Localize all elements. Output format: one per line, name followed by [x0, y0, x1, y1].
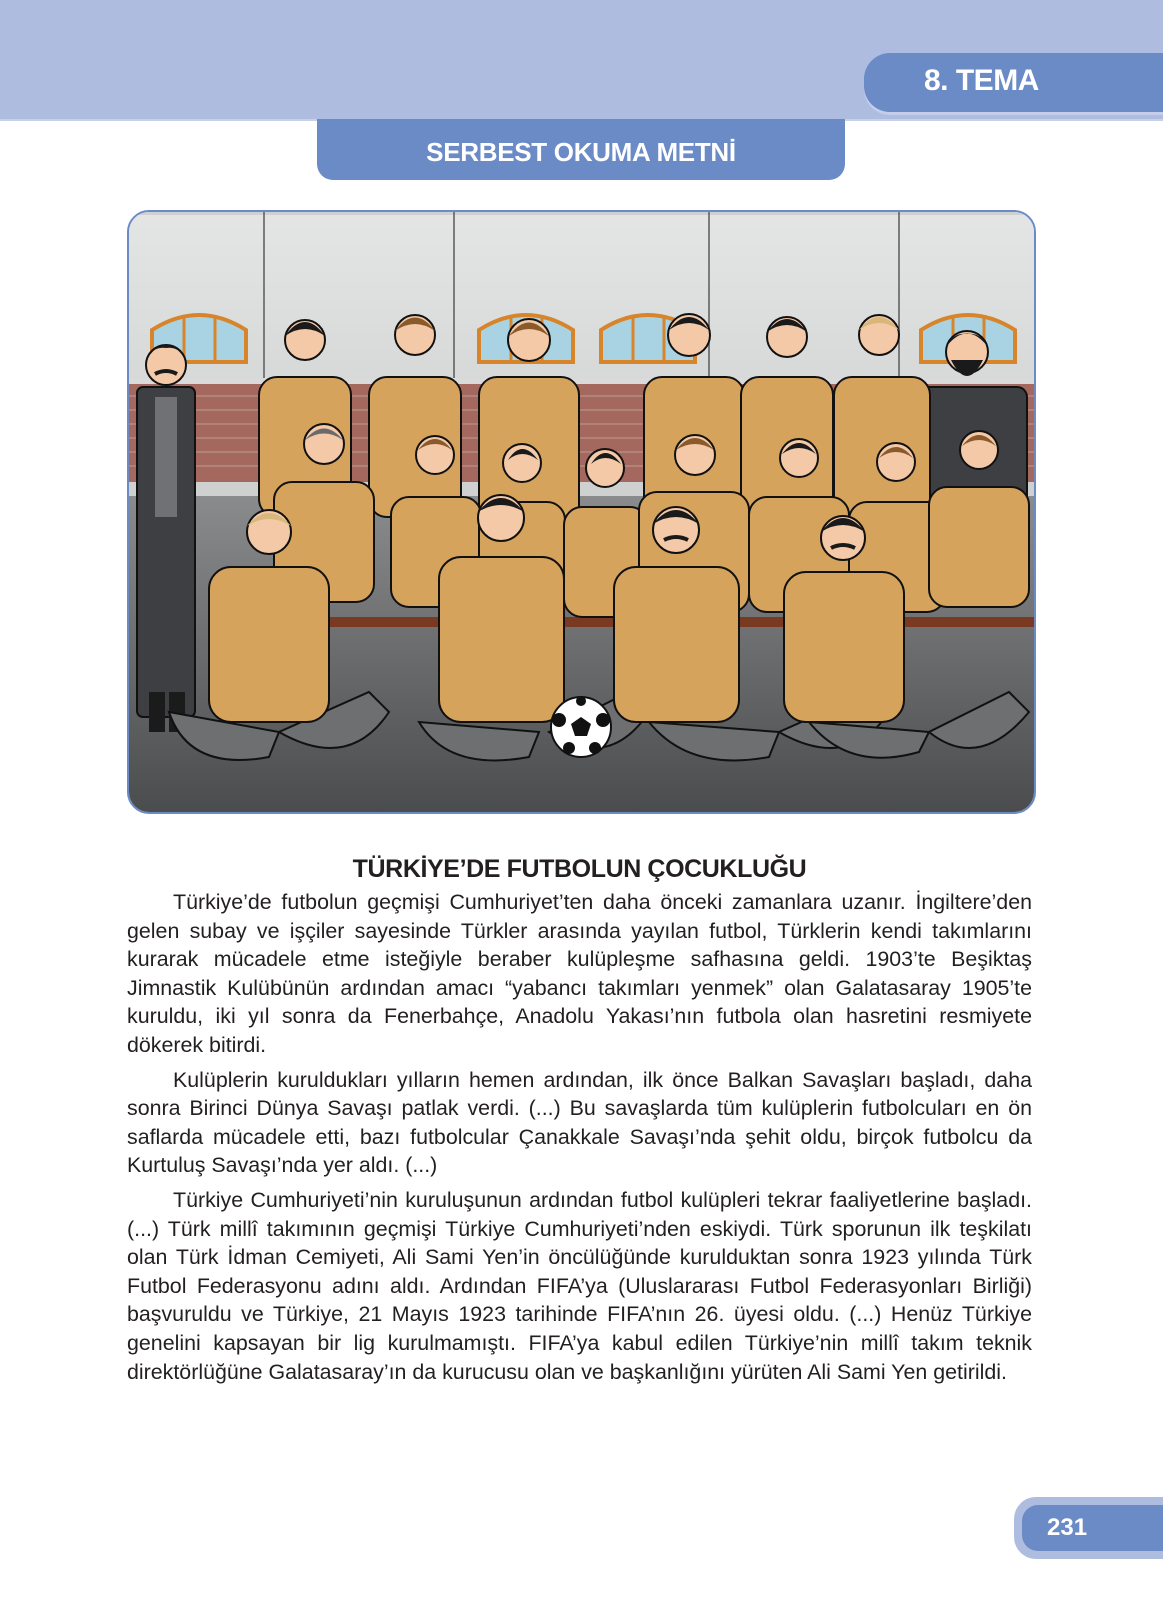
page-number-badge	[1022, 1505, 1163, 1551]
section-tab	[317, 119, 845, 180]
theme-tab	[864, 53, 1163, 112]
football-icon	[551, 696, 611, 757]
theme-label: 8. TEMA	[924, 64, 1039, 97]
page-number: 231	[1047, 1514, 1088, 1541]
front-row-players	[209, 557, 904, 722]
section-label: SERBEST OKUMA METNİ	[426, 137, 736, 167]
paragraph: Kulüplerin kuruldukları yılların hemen ardından, ilk önce Balkan Savaşları başladı, daha sonra Birinci Dünya Savaşı patlak verdi. (...) Bu savaşlarda tüm kulüplerin futbolcuları en ön saflarda mücadele etti, bazı futbolcular Çanakkale Savaşı’nda şehit oldu, birçok futbolcu da Kurtuluş Savaşı’nda yer aldı. (...)	[127, 1067, 1032, 1178]
article-title: TÜRKİYE’DE FUTBOLUN ÇOCUKLUĞU	[352, 855, 807, 883]
team-illustration	[127, 210, 1036, 814]
left-man-in-suit	[137, 345, 195, 732]
paragraph: Türkiye Cumhuriyeti’nin kuruluşunun ardından futbol kulüpleri tekrar faaliyetlerine başladı. (...) Türk millî takımının geçmişi Türkiye Cumhuriyeti’nden eskiydi. Türk sporunun ilk teşkilatı olan Türk İdman Cemiyeti, Ali Sami Yen’in öncülüğünde kurulduktan sonra 1923 yılında Türk Futbol Federasyonu adını aldı. Ardından FIFA’ya (Uluslararası Futbol Federasyonları Birliği) başvuruldu ve Türkiye, 21 Mayıs 1923 tarihinde FIFA’nın 26. üyesi oldu. (...) Henüz Türkiye genelini kapsayan bir lig kurulmamıştı. FIFA’ya kabul edilen Türkiye’nin millî takım teknik direktörlüğüne Galatasaray’ın da kurucusu olan ve başkanlığını yürüten Ali Sami Yen getirildi.	[127, 1187, 1032, 1384]
team-illustration-graphic	[129, 212, 1034, 812]
article-body	[127, 888, 1032, 1392]
paragraph: Türkiye’de futbolun geçmişi Cumhuriyet’ten daha önceki zamanlara uzanır. İngiltere’den gelen subay ve işçiler sayesinde Türkler arasında yayılan futbol, Türklerin kendi takımlarını kurarak mücadele etme isteğiyle beraber kulüpleşme safhasına geldi. 1903’te Beşiktaş Jimnastik Kulübünün ardından amacı “yabancı takımları yenmek” olan Galatasaray 1905’te kuruldu, iki yıl sonra da Fenerbahçe, Anadolu Yakası’nın futbola olan hasretini resmiyete dökerek bitirdi.	[127, 890, 1032, 1057]
